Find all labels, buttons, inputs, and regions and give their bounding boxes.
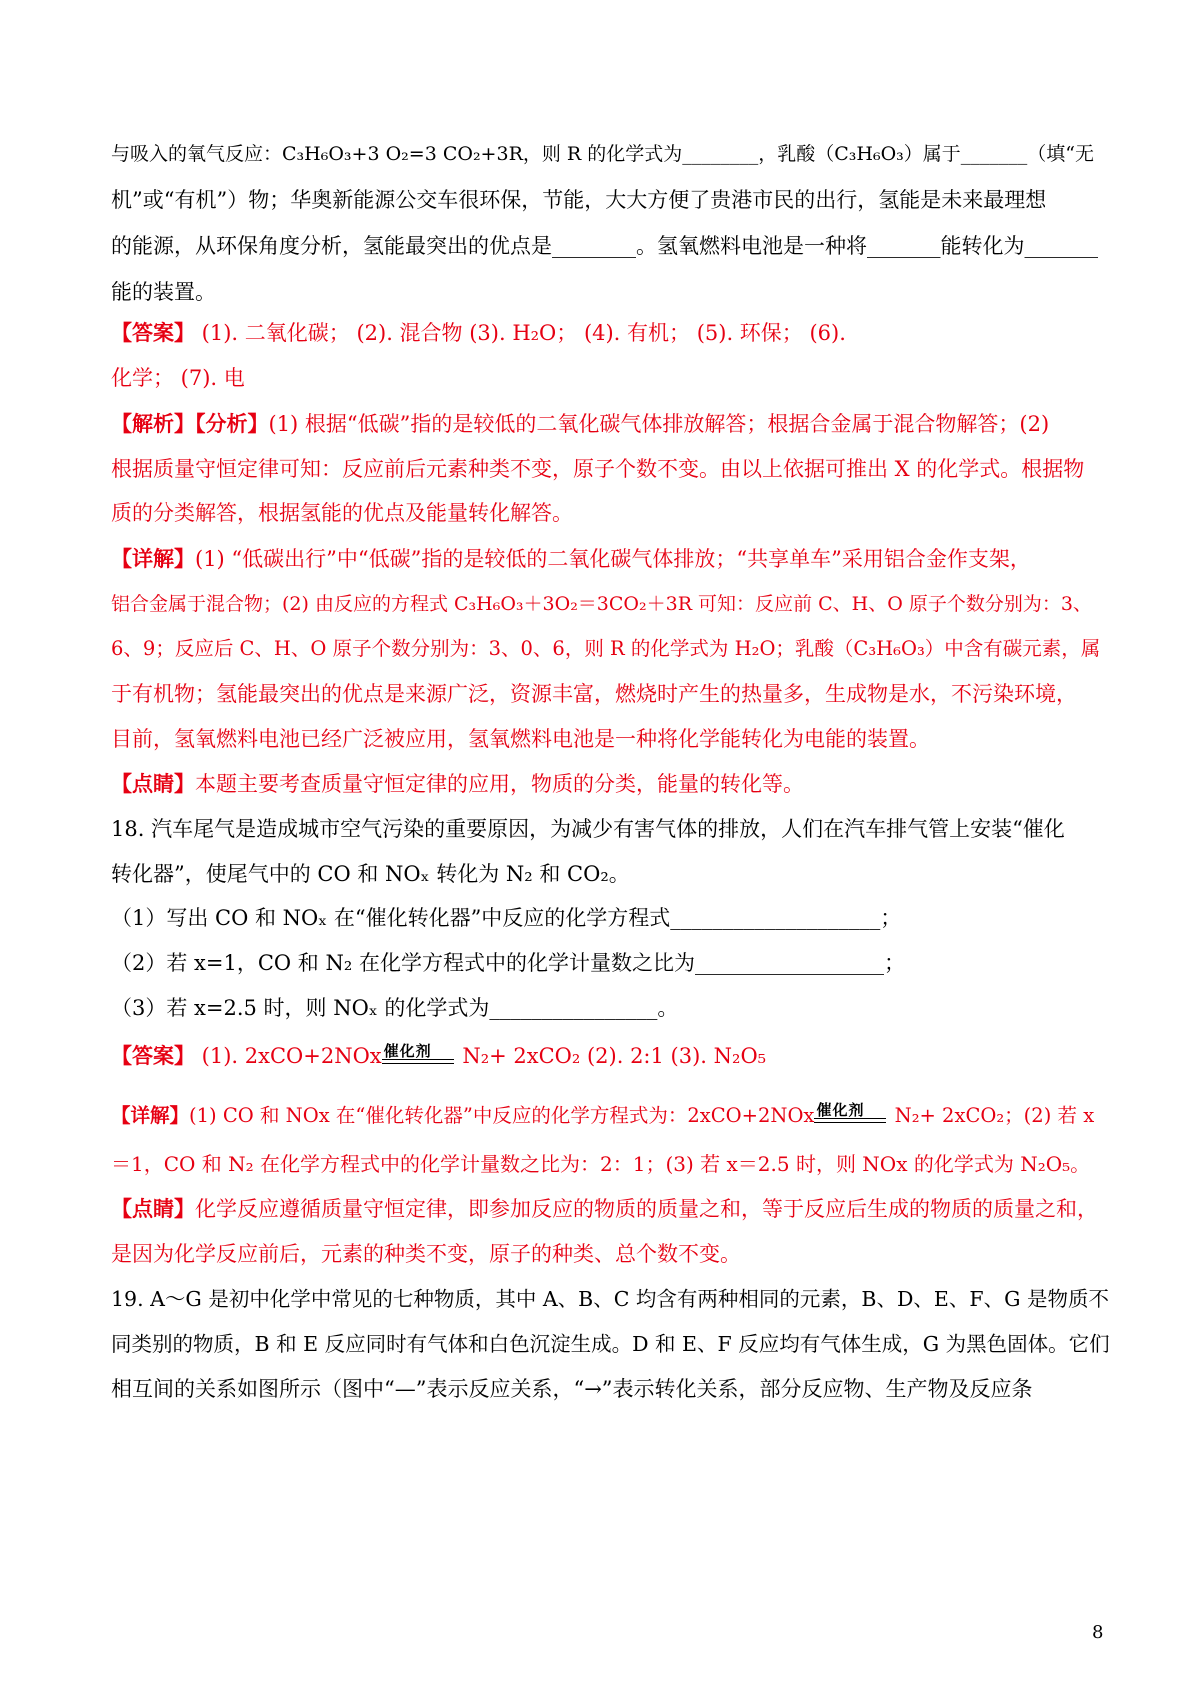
detail-18-line-2: ＝1，CO 和 N₂ 在化学方程式中的化学计量数之比为：2：1；(3) 若 x＝2.5 时，则 NOx 的化学式为 N₂O₅。 [111,1152,1091,1176]
answer-tag: 【答案】 [111,1043,195,1068]
q18-sub-3: （3）若 x=2.5 时，则 NOₓ 的化学式为________________。 [111,996,679,1020]
q18-line-1: 18. 汽车尾气是造成城市空气污染的重要原因，为减少有害气体的排放，人们在汽车排气管上安装“催化 [111,817,1065,841]
note-18-line-1 [111,1195,1111,1223]
answer-18-post: N₂+ 2xCO₂ (2). 2:1 (3). N₂O₅ [455,1044,767,1068]
note-tag: 【点睛】 [111,771,195,796]
note-17-text: 本题主要考查质量守恒定律的应用，物质的分类，能量的转化等。 [195,772,804,796]
analysis-17-text-1: (1) 根据“低碳”指的是较低的二氧化碳气体排放解答；根据合金属于混合物解答；(2) [268,412,1050,436]
q19-line-3: 相互间的关系如图所示（图中“—”表示反应关系，“→”表示转化关系，部分反应物、生产物及反应条 [111,1377,1033,1401]
page-number: 8 [1092,1622,1104,1643]
detail-tag: 【详解】 [111,1104,190,1127]
answer-17-line-1 [111,319,1111,347]
q19-line-1: 19. A～G 是初中化学中常见的七种物质，其中 A、B、C 均含有两种相同的元素，B、D、E、F、G 是物质不 [111,1287,1109,1311]
catalyst-arrow [382,1041,456,1069]
analysis-17-line-3: 质的分类解答，根据氢能的优点及能量转化解答。 [111,501,573,525]
answer-tag: 【答案】 [111,320,195,345]
detail-17-line-4: 于有机物；氢能最突出的优点是来源广泛，资源丰富，燃烧时产生的热量多，生成物是水，不污染环境， [111,682,1077,706]
detail-18-line-1 [111,1100,1111,1130]
detail-18-pre: (1) CO 和 NOx 在“催化转化器”中反应的化学方程式为：2xCO+2NOx [189,1104,815,1127]
catalyst-bar-bottom [814,1122,886,1123]
catalyst-bar-top [382,1059,454,1060]
answer-17-line-2: 化学； (7). 电 [111,366,245,390]
answer-18-pre: (1). 2xCO+2NOx [195,1044,382,1068]
analysis-17-line-2: 根据质量守恒定律可知：反应前后元素种类不变，原子个数不变。由以上依据可推出 X 的化学式。根据物 [111,457,1085,481]
detail-18-post: N₂+ 2xCO₂；(2) 若 x [888,1104,1095,1127]
q19-line-2: 同类别的物质，B 和 E 反应同时有气体和白色沉淀生成。D 和 E、F 反应均有气体生成，G 为黑色固体。它们 [111,1332,1110,1356]
detail-tag: 【详解】 [111,546,195,571]
detail-17-line-1 [111,545,1111,573]
q18-sub-2: （2）若 x=1，CO 和 N₂ 在化学方程式中的化学计量数之比为__________________； [111,951,905,975]
answer-17-text-1: (1). 二氧化碳； (2). 混合物 (3). H₂O； (4). 有机； (5). 环保； (6). [195,321,846,345]
note-tag: 【点睛】 [111,1196,195,1221]
q17-text-line-2: 机”或“有机”）物；华奥新能源公交车很环保，节能，大大方便了贵港市民的出行，氢能是未来最理想 [111,188,1047,212]
note-18-text-1: 化学反应遵循质量守恒定律，即参加反应的物质的质量之和，等于反应后生成的物质的质量之和， [195,1197,1098,1221]
q18-sub-1: （1）写出 CO 和 NOₓ 在“催化转化器”中反应的化学方程式____________________； [111,906,902,930]
answer-18-line [111,1041,1111,1070]
catalyst-arrow [814,1100,888,1128]
catalyst-label: 催化剂 [383,1042,432,1060]
analysis-tag: 【解析】【分析】 [111,411,269,436]
analysis-17-line-1 [111,410,1111,438]
catalyst-label: 催化剂 [816,1101,865,1119]
detail-17-line-3: 6、9；反应后 C、H、O 原子个数分别为：3、0、6，则 R 的化学式为 H₂O；乳酸（C₃H₆O₃）中含有碳元素，属 [111,637,1101,660]
catalyst-bar-top [814,1118,886,1119]
q18-line-2: 转化器”，使尾气中的 CO 和 NOₓ 转化为 N₂ 和 CO₂。 [111,862,630,886]
note-18-line-2: 是因为化学反应前后，元素的种类不变，原子的种类、总个数不变。 [111,1242,741,1266]
note-17-line [111,770,1111,798]
detail-17-line-2: 铝合金属于混合物；(2) 由反应的方程式 C₃H₆O₃＋3O₂＝3CO₂＋3R 可知：反应前 C、H、O 原子个数分别为：3、 [111,593,1092,615]
detail-17-line-5: 目前，氢氧燃料电池已经广泛被应用，氢氧燃料电池是一种将化学能转化为电能的装置。 [111,727,930,751]
catalyst-bar-bottom [382,1063,454,1064]
detail-17-text-1: (1) “低碳出行”中“低碳”指的是较低的二氧化碳气体排放；“共享单车”采用铝合金作支架， [195,547,1031,571]
q17-text-line-1: 与吸入的氧气反应：C₃H₆O₃+3 O₂=3 CO₂+3R，则 R 的化学式为________，乳酸（C₃H₆O₃）属于_______（填“无 [111,143,1095,165]
q17-text-line-4: 能的装置。 [111,280,216,304]
q17-text-line-3: 的能源，从环保角度分析，氢能最突出的优点是________。氢氧燃料电池是一种将_______能转化为_______ [111,234,1098,258]
